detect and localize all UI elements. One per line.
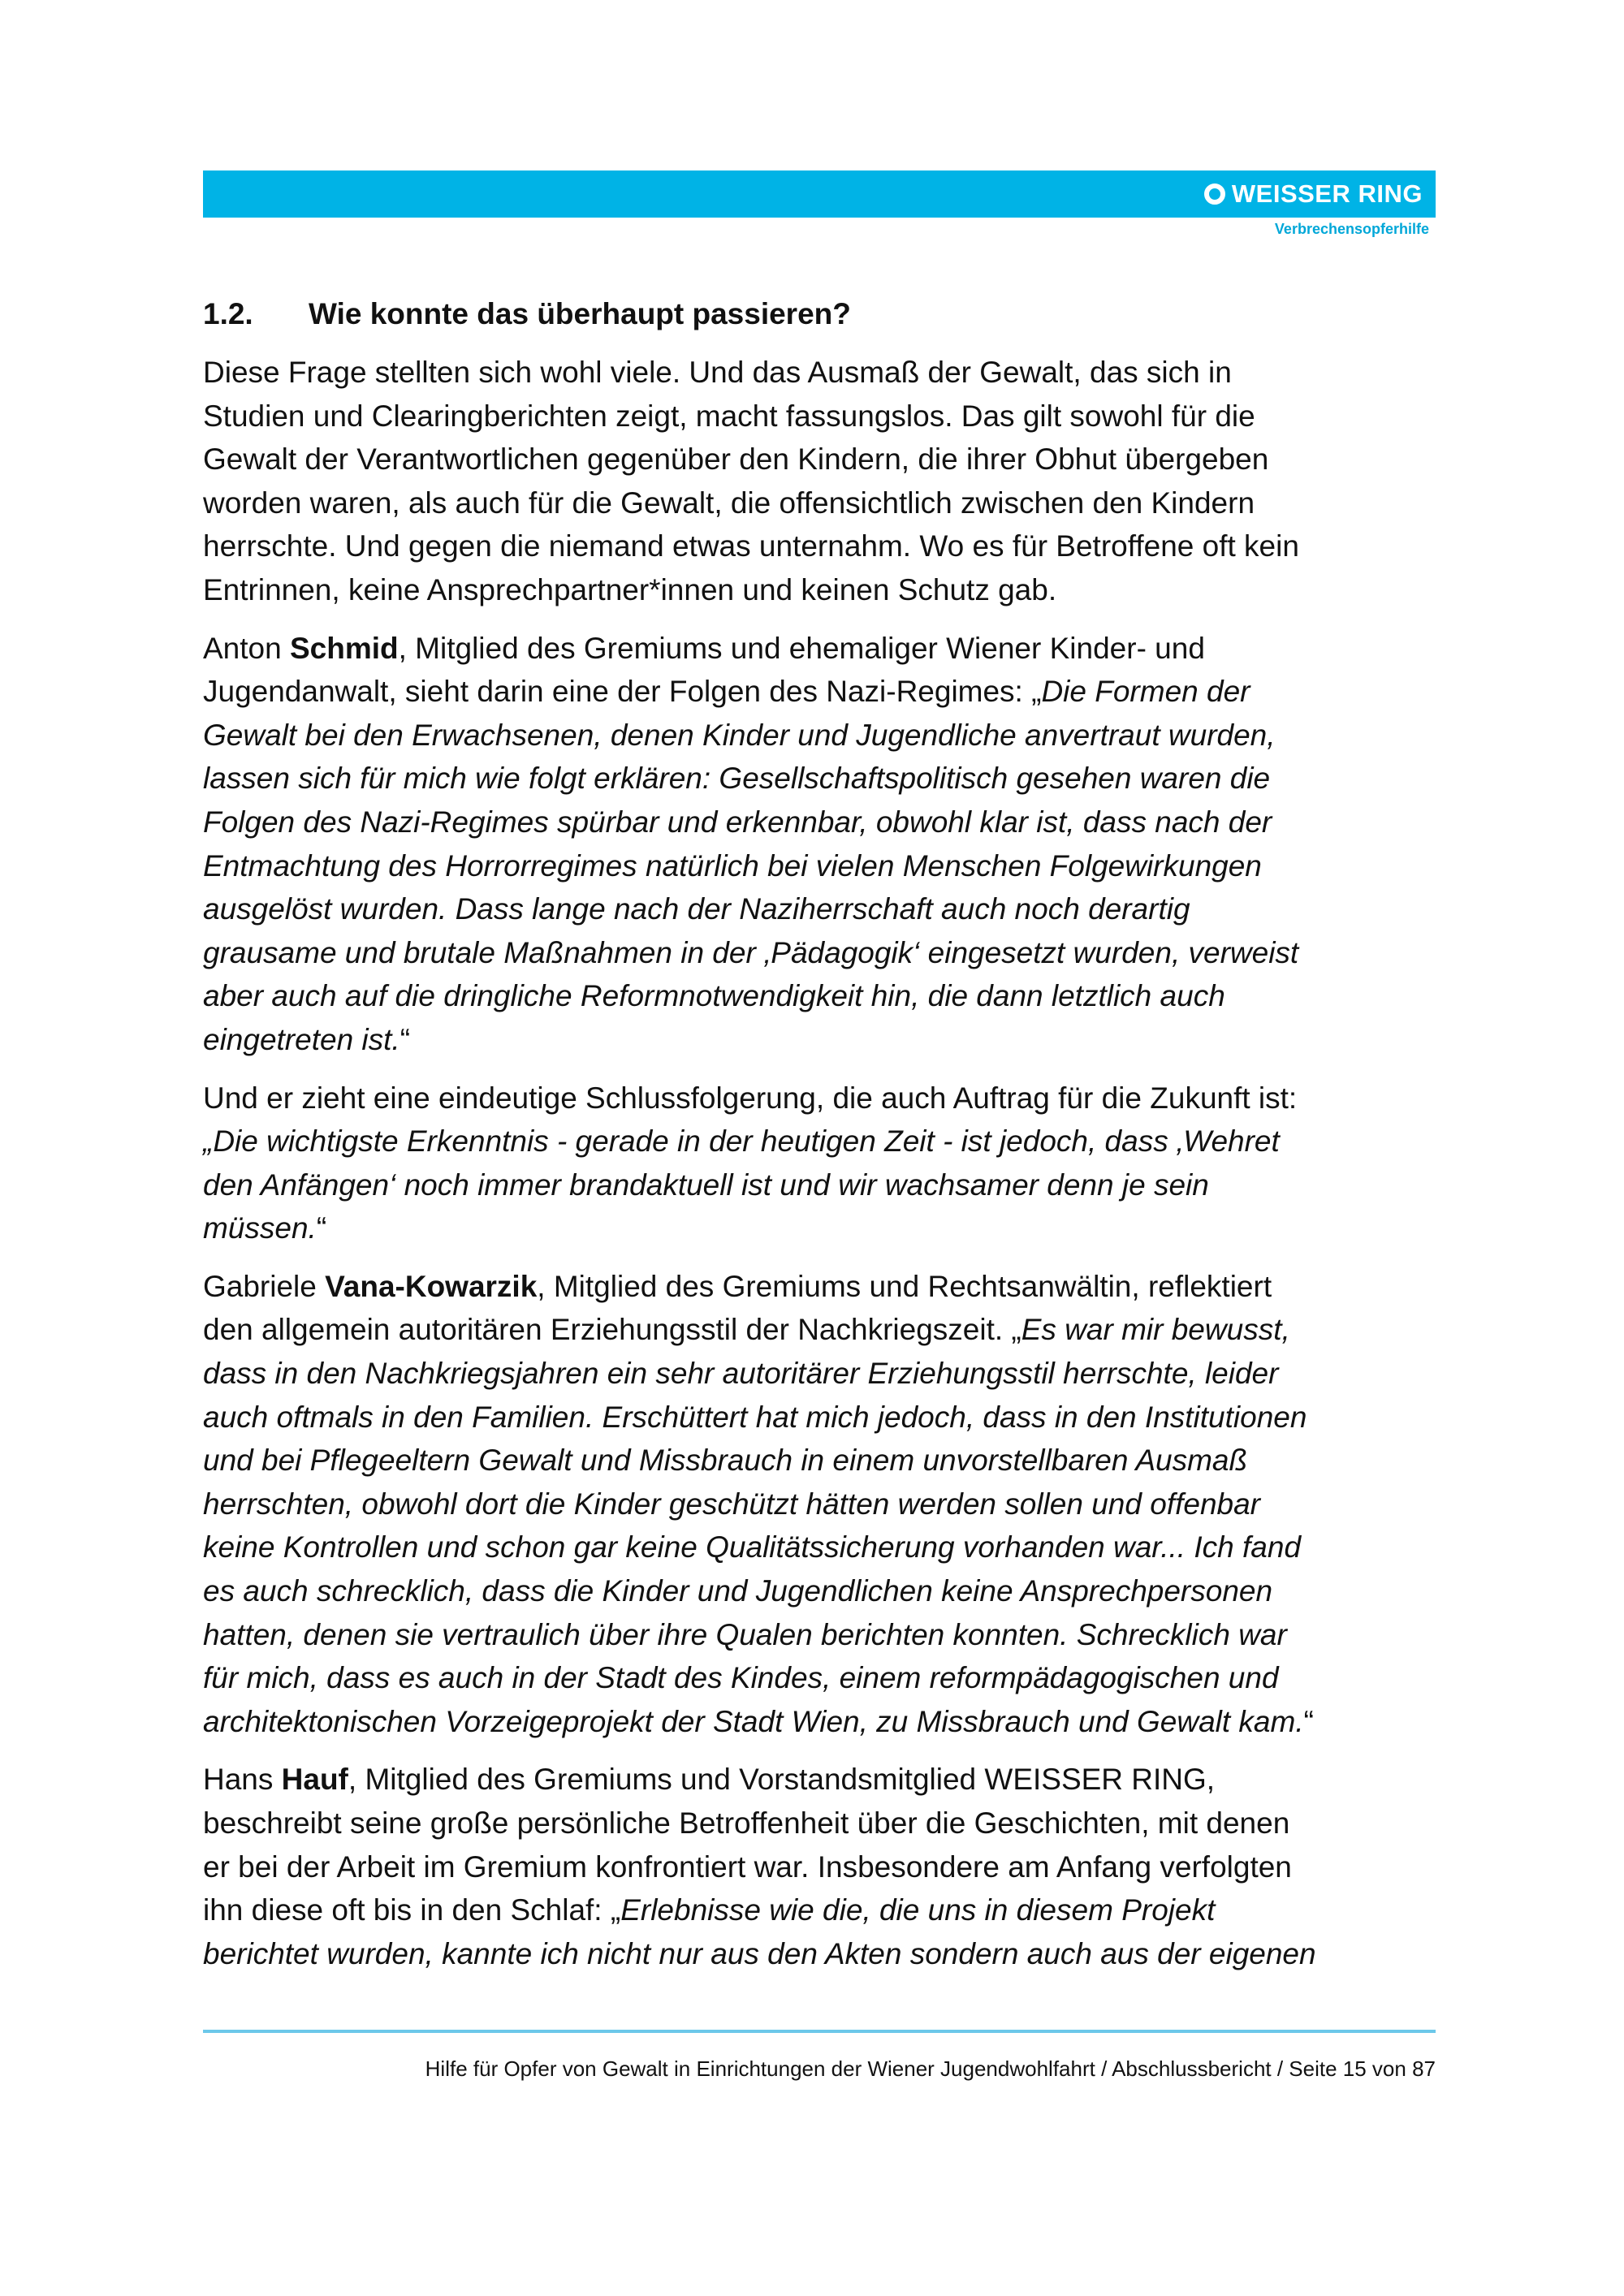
text-line: worden waren, als auch für die Gewalt, die offensichtlich zwischen den Kindern [203,486,1255,520]
person-name: Hauf [281,1763,348,1797]
quote-line: herrschten, obwohl dort die Kinder geschützt hätten werden sollen und offenbar [203,1487,1260,1521]
quote-line: ausgelöst wurden. Dass lange nach der Naziherrschaft auch noch derartig [203,892,1190,926]
quote-line: auch oftmals in den Familien. Erschüttert hat mich jedoch, dass in den Institutionen [203,1400,1307,1434]
text-line: Gewalt der Verantwortlichen gegenüber den Kindern, die ihrer Obhut übergeben [203,442,1269,477]
logo-tagline: Verbrechensopferhilfe [1274,221,1429,237]
quote-line: den Anfängen‘ noch immer brandaktuell ist und wir wachsamer denn je sein [203,1167,1209,1202]
text-run: Jugendanwalt, sieht darin eine der Folgen des Nazi-Regimes: „ [203,675,1042,709]
paragraph-4 [203,1265,1453,1744]
quote-line: grausame und brutale Maßnahmen in der ‚Pädagogik‘ eingesetzt wurden, verweist [203,935,1299,969]
person-name: Vana-Kowarzik [325,1269,538,1303]
text-line: Und er zieht eine eindeutige Schlussfolgerung, die auch Auftrag für die Zukunft ist: [203,1081,1298,1115]
text-run: Anton [203,631,290,665]
quote-line: „Die wichtigste Erkenntnis - gerade in der heutigen Zeit - ist jedoch, dass ‚Wehret [203,1124,1280,1159]
text-run: , Mitglied des Gremiums und Rechtsanwältin, reflektiert [537,1269,1272,1303]
quote-line: für mich, dass es auch in der Stadt des Kindes, einem reformpädagogischen und [203,1661,1279,1695]
quote-line: lassen sich für mich wie folgt erklären: Gesellschaftspolitisch gesehen waren die [203,762,1271,796]
footer-divider [203,2030,1436,2033]
text-run: Gabriele [203,1269,326,1303]
quote-line: müssen. [203,1211,317,1245]
ring-icon [1204,183,1225,205]
text-run: , Mitglied des Gremiums und ehemaliger Wiener Kinder- und [398,631,1205,665]
section-title: Wie konnte das überhaupt passieren? [309,297,851,330]
text-run: den allgemein autoritären Erziehungsstil der Nachkriegszeit. „ [203,1313,1021,1347]
text-run: “ [400,1022,411,1056]
quote-line: Folgen des Nazi-Regimes spürbar und erkennbar, obwohl klar ist, dass nach der [203,805,1272,839]
paragraph-3 [203,1077,1453,1250]
section-number: 1.2. [203,297,253,330]
text-run: ihn diese oft bis in den Schlaf: „ [203,1893,621,1927]
quote-line: und bei Pflegeeltern Gewalt und Missbrauch in einem unvorstellbaren Ausmaß [203,1444,1248,1478]
text-line: beschreibt seine große persönliche Betroffenheit über die Geschichten, mit denen [203,1806,1290,1840]
quote-run: Es war mir bewusst, [1021,1313,1290,1347]
page-content [203,292,1453,1990]
page-footer: Hilfe für Opfer von Gewalt in Einrichtungen der Wiener Jugendwohlfahrt / Abschlussbericht / Seite 15 von 87 [425,2056,1436,2081]
header-bar [203,170,1436,218]
text-run: “ [1303,1704,1314,1738]
section-heading [203,292,1453,336]
text-line: Diese Frage stellten sich wohl viele. Und das Ausmaß der Gewalt, das sich in [203,356,1232,389]
quote-line: Entmachtung des Horrorregimes natürlich bei vielen Menschen Folgewirkungen [203,848,1262,883]
logo [1204,175,1423,213]
paragraph-5 [203,1758,1453,1975]
quote-line: aber auch auf die dringliche Reformnotwendigkeit hin, die dann letztlich auch [203,979,1225,1013]
text-run: , Mitglied des Gremiums und Vorstandsmitglied WEISSER RING, [348,1763,1216,1797]
quote-line: hatten, denen sie vertraulich über ihre Qualen berichten konnten. Schrecklich war [203,1617,1287,1651]
quote-line: dass in den Nachkriegsjahren ein sehr autoritärer Erziehungsstil herrschte, leider [203,1357,1279,1391]
text-line: Studien und Clearingberichten zeigt, macht fassungslos. Das gilt sowohl für die [203,399,1255,433]
paragraph-2 [203,627,1453,1062]
quote-line: architektonischen Vorzeigeprojekt der Stadt Wien, zu Missbrauch und Gewalt kam. [203,1704,1304,1738]
quote-line: berichtet wurden, kannte ich nicht nur aus den Akten sondern auch aus der eigenen [203,1936,1316,1970]
text-line: herrschte. Und gegen die niemand etwas unternahm. Wo es für Betroffene oft kein [203,529,1299,563]
logo-text: WEISSER RING [1231,179,1423,208]
quote-line: keine Kontrollen und schon gar keine Qualitätssicherung vorhanden war... Ich fand [203,1530,1302,1564]
quote-run: Erlebnisse wie die, die uns in diesem Projekt [620,1893,1216,1927]
text-line: er bei der Arbeit im Gremium konfrontiert war. Insbesondere am Anfang verfolgten [203,1849,1292,1884]
quote-run: Die Formen der [1041,675,1250,709]
text-run: Hans [203,1763,282,1797]
person-name: Schmid [289,631,399,665]
text-run: “ [316,1211,327,1245]
quote-line: Gewalt bei den Erwachsenen, denen Kinder und Jugendliche anvertraut wurden, [203,718,1276,752]
quote-line: eingetreten ist. [203,1022,400,1056]
quote-line: es auch schrecklich, dass die Kinder und Jugendlichen keine Ansprechpersonen [203,1574,1273,1608]
paragraph-1 [203,351,1453,612]
text-line: Entrinnen, keine Ansprechpartner*innen und keinen Schutz gab. [203,572,1057,606]
